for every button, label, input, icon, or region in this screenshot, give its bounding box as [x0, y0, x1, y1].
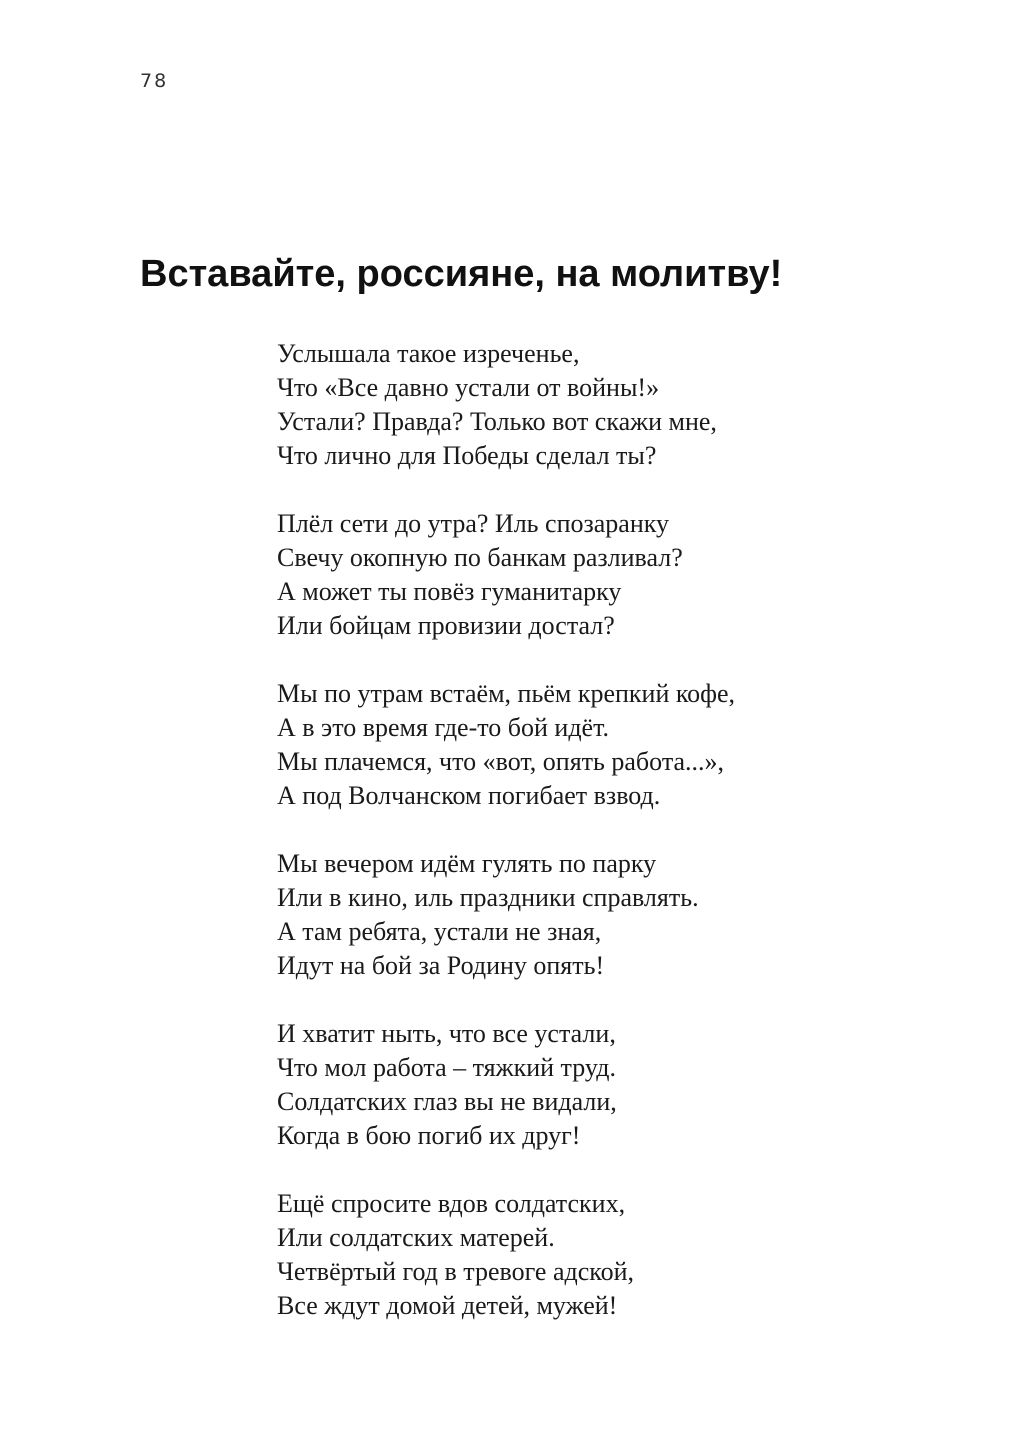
- stanza: [277, 337, 977, 473]
- poem-line: Четвёртый год в тревоге адской,: [277, 1257, 635, 1286]
- poem-line: Или бойцам провизии достал?: [277, 611, 615, 640]
- poem-line: А под Волчанском погибает взвод.: [277, 781, 661, 810]
- poem-line: Что лично для Победы сделал ты?: [277, 441, 657, 470]
- poem-line: Солдатских глаз вы не видали,: [277, 1087, 617, 1116]
- poem-line: Или солдатских матерей.: [277, 1223, 555, 1252]
- poem-line: Все ждут домой детей, мужей!: [277, 1291, 618, 1320]
- poem-line: Что «Все давно устали от войны!»: [277, 373, 660, 402]
- poem-body: [277, 337, 977, 1357]
- poem-line: Когда в бою погиб их друг!: [277, 1121, 581, 1150]
- stanza: [277, 1187, 977, 1323]
- page-number: 78: [140, 70, 169, 92]
- poem-title: Вставайте, россияне, на молитву!: [140, 253, 783, 295]
- poem-line: Мы по утрам встаём, пьём крепкий кофе,: [277, 679, 736, 708]
- stanza: [277, 507, 977, 643]
- poem-line: Ещё спросите вдов солдатских,: [277, 1189, 626, 1218]
- stanza: [277, 677, 977, 813]
- poem-line: Идут на бой за Родину опять!: [277, 951, 605, 980]
- stanza: [277, 847, 977, 983]
- poem-line: А там ребята, устали не зная,: [277, 917, 602, 946]
- poem-line: Свечу окопную по банкам разливал?: [277, 543, 683, 572]
- poem-line: Что мол работа – тяжкий труд.: [277, 1053, 616, 1082]
- poem-line: И хватит ныть, что все устали,: [277, 1019, 616, 1048]
- poem-line: Услышала такое изреченье,: [277, 339, 580, 368]
- poem-line: Плёл сети до утра? Иль спозаранку: [277, 509, 670, 538]
- stanza: [277, 1017, 977, 1153]
- poem-line: Мы вечером идём гулять по парку: [277, 849, 657, 878]
- poem-line: Устали? Правда? Только вот скажи мне,: [277, 407, 717, 436]
- poem-line: А может ты повёз гуманитарку: [277, 577, 622, 606]
- poem-line: Мы плачемся, что «вот, опять работа...»,: [277, 747, 725, 776]
- poem-line: Или в кино, иль праздники справлять.: [277, 883, 699, 912]
- poem-line: А в это время где-то бой идёт.: [277, 713, 610, 742]
